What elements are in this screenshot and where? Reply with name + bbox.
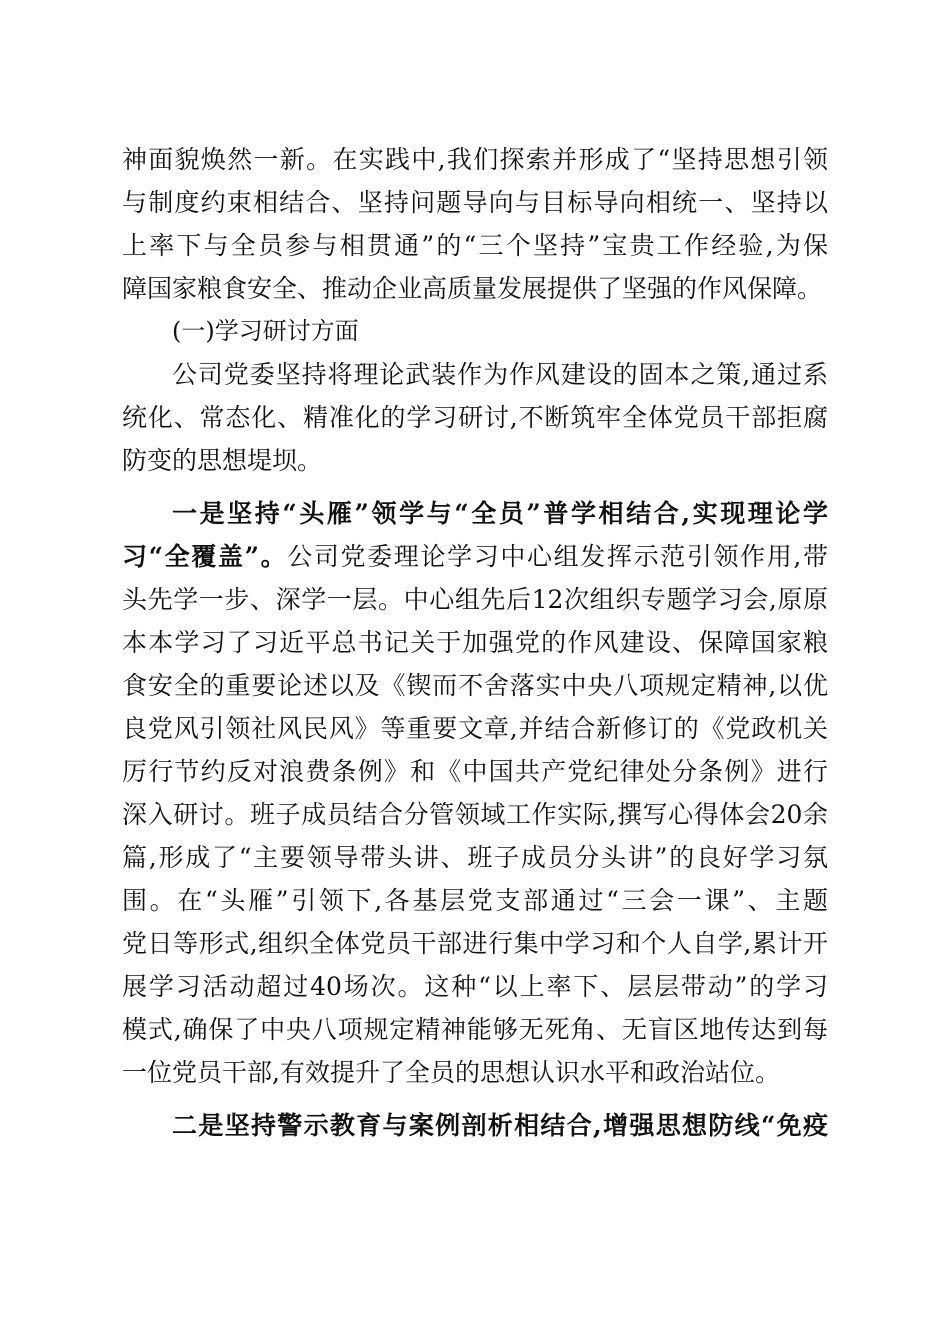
text-line: 障国家粮食安全、推动企业高质量发展提供了坚强的作风保障。 [122,274,823,303]
text-line: 神面貌焕然一新。在实践中,我们探索并形成了“坚持思想引领 [122,145,828,174]
point-one-paragraph [122,492,828,1094]
section-heading: (一)学习研讨方面 [172,317,359,345]
text-line: 篇,形成了“主要领导带头讲、班子成员分头讲”的良好学习氛 [122,843,828,872]
text-line: 展学习活动超过40场次。这种“以上率下、层层带动”的学习 [122,972,828,1001]
text-line: 党日等形式,组织全体党员干部进行集中学习和个人自学,累计开 [122,929,828,958]
intro-paragraph [122,138,828,310]
text-line: 一位党员干部,有效提升了全员的思想认识水平和政治站位。 [122,1058,780,1087]
document-page [122,138,828,1147]
text-line: 防变的思想堤坝。 [122,446,323,475]
text-line-rest: 公司党委理论学习中心组发挥示范引领作用,带 [287,542,828,571]
text-line: 模式,确保了中央八项规定精神能够无死角、无盲区地传达到每 [122,1015,828,1044]
point-heading: 一是坚持“头雁”领学与“全员”普学相结合,实现理论学 [172,499,828,528]
text-line: 上率下与全员参与相贯通”的“三个坚持”宝贵工作经验,为保 [122,231,828,260]
point-heading-continued: 习“全覆盖”。 [122,542,288,571]
text-line: 本本学习了习近平总书记关于加强党的作风建设、保障国家粮 [122,628,828,657]
text-line: 与制度约束相结合、坚持问题导向与目标导向相统一、坚持以 [122,188,828,217]
text-line: 厉行节约反对浪费条例》和《中国共产党纪律处分条例》进行 [122,757,828,786]
section-intro-paragraph [122,353,828,482]
text-line: 良党风引领社风民风》等重要文章,并结合新修订的《党政机关 [122,714,828,743]
text-line: 头先学一步、深学一层。中心组先后12次组织专题学习会,原原 [122,585,828,614]
text-line [122,535,828,578]
point-two-paragraph [122,1104,828,1147]
text-line: 统化、常态化、精准化的学习研讨,不断筑牢全体党员干部拒腐 [122,403,828,432]
point-heading: 二是坚持警示教育与案例剖析相结合,增强思想防线“免疫 [172,1111,828,1140]
text-line: 公司党委坚持将理论武装作为作风建设的固本之策,通过系 [172,360,828,389]
text-line: 深入研讨。班子成员结合分管领域工作实际,撰写心得体会20余 [122,800,828,829]
text-line: 食安全的重要论述以及《锲而不舍落实中央八项规定精神,以优 [122,671,828,700]
text-line: 围。在“头雁”引领下,各基层党支部通过“三会一课”、主题 [122,886,828,915]
